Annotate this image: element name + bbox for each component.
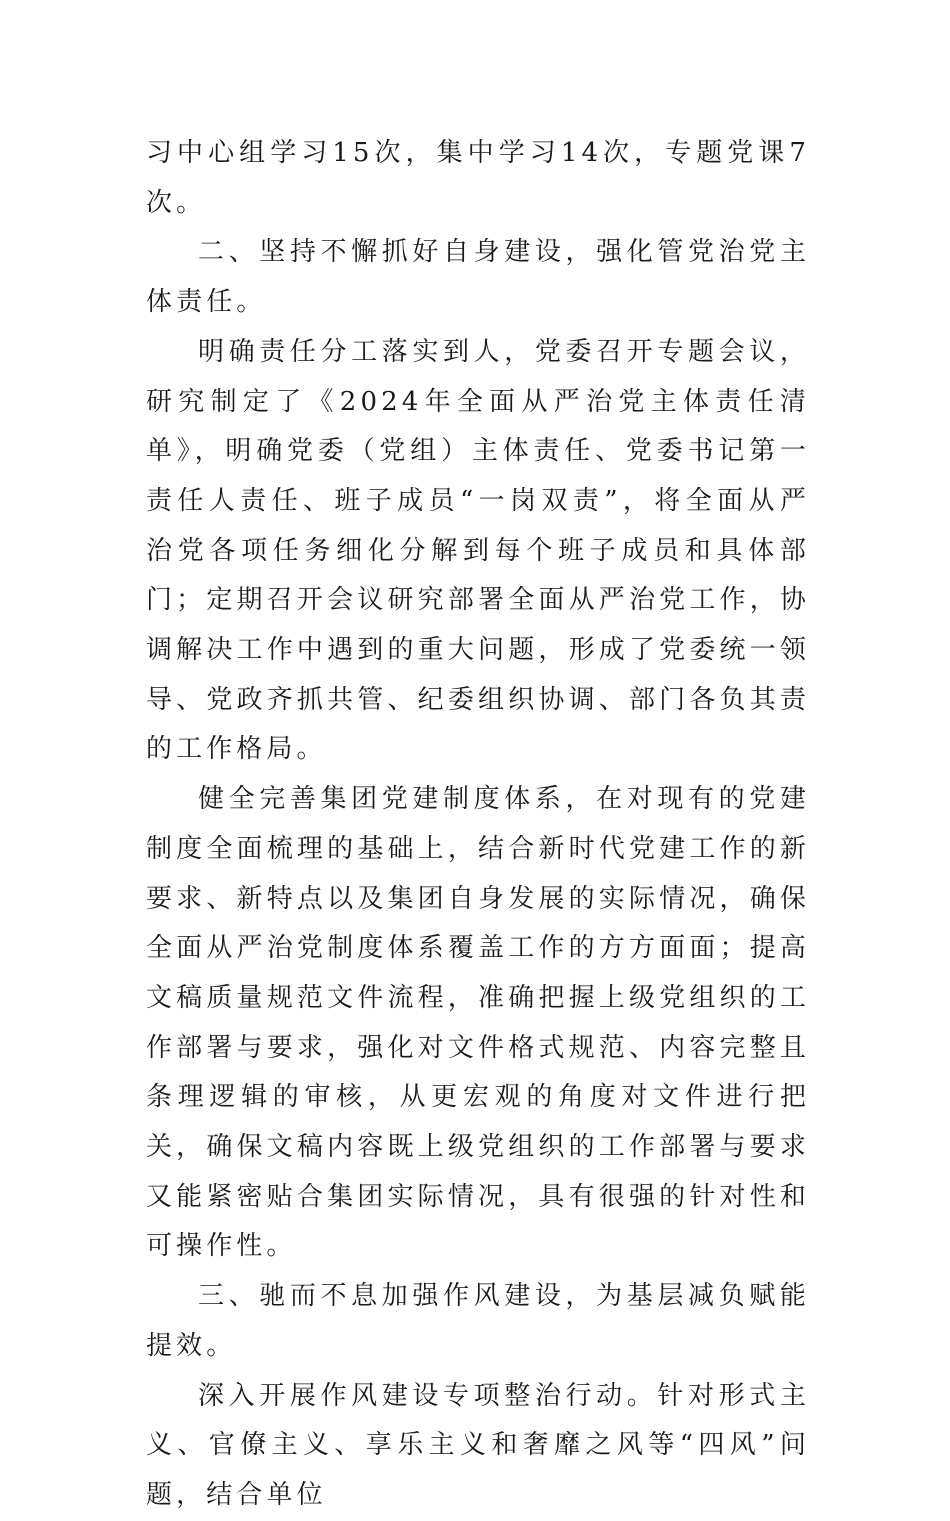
paragraph-work-style: 深入开展作风建设专项整治行动。针对形式主义、官僚主义、享乐主义和奢靡之风等“四风”问题，结合单位 <box>146 1380 810 1510</box>
paragraph-institution: 健全完善集团党建制度体系，在对现有的党建制度全面梳理的基础上，结合新时代党建工作的新要求、新特点以及集团自身发展的实际情况，确保全面从严治党制度体系覆盖工作的方方面面；提高文稿质量规范文件流程，准确把握上级党组织的工作部署与要求，强化对文件格式规范、内容完整且条理逻辑的审核，从更宏观的角度对文件进行把关，确保文稿内容既上级党组织的工作部署与要求又能紧密贴合集团实际情况，具有很强的针对性和可操作性。 <box>146 784 810 1262</box>
paragraph-continuation: 习中心组学习15次，集中学习14次，专题党课7次。 <box>146 138 810 218</box>
section-heading-two: 二、坚持不懈抓好自身建设，强化管党治党主体责任。 <box>146 237 810 318</box>
document-body <box>146 129 810 1521</box>
paragraph-responsibility: 明确责任分工落实到人，党委召开专题会议，研究制定了《2024年全面从严治党主体责任清单》，明确党委（党组）主体责任、党委书记第一责任人责任、班子成员“一岗双责”，将全面从严治党各项任务细化分解到每个班子成员和具体部门；定期召开会议研究部署全面从严治党工作，协调解决工作中遇到的重大问题，形成了党委统一领导、党政齐抓共管、纪委组织协调、部门各负其责的工作格局。 <box>146 336 810 765</box>
section-heading-three: 三、驰而不息加强作风建设，为基层减负赋能提效。 <box>146 1281 810 1361</box>
